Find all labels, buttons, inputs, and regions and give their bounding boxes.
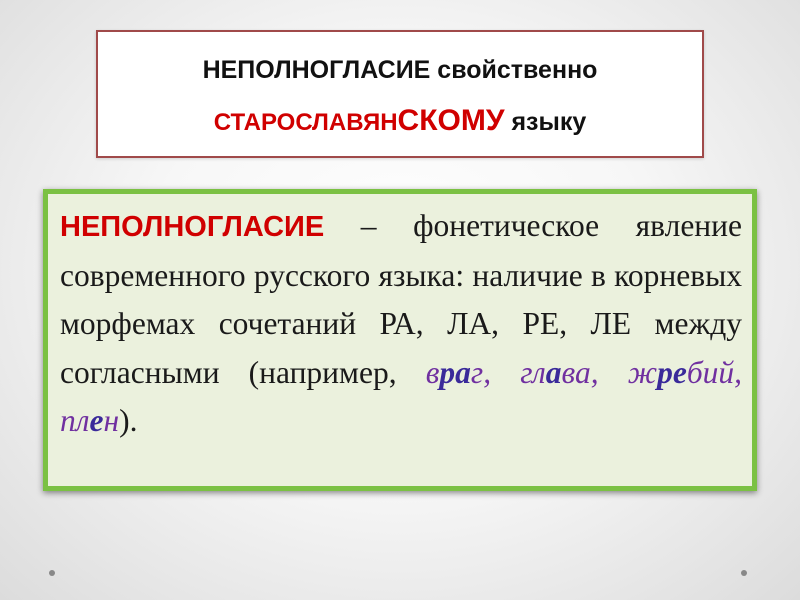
definition-ending: ). (119, 403, 138, 438)
definition-body: – фонетическое явление современного русского языка: наличие в корневых морфемах сочетаний РА, ЛА, РЕ, ЛЕ между согласными (например, (60, 208, 742, 390)
definition-term: НЕПОЛНОГЛАСИЕ (60, 211, 325, 243)
definition-text (60, 202, 742, 446)
title-line-1: НЕПОЛНОГЛАСИЕ свойственно (202, 56, 598, 84)
example-separator: , (590, 354, 628, 390)
title-highlight-1: СТАРОСЛАВЯН (213, 109, 398, 136)
title-suffix: языку (504, 108, 587, 136)
nav-next-dot[interactable] (741, 570, 747, 576)
title-line-2 (98, 104, 702, 138)
title-box (96, 30, 704, 158)
example-word: плен (60, 403, 120, 438)
nav-prev-dot[interactable] (49, 570, 55, 576)
example-word: враг (425, 354, 484, 390)
example-separator: , (483, 354, 521, 390)
definition-box (43, 189, 757, 491)
example-word: глава (520, 354, 591, 390)
example-word: жребий (627, 354, 735, 390)
title-highlight-2: СКОМУ (397, 104, 505, 137)
example-separator: , (734, 354, 743, 390)
